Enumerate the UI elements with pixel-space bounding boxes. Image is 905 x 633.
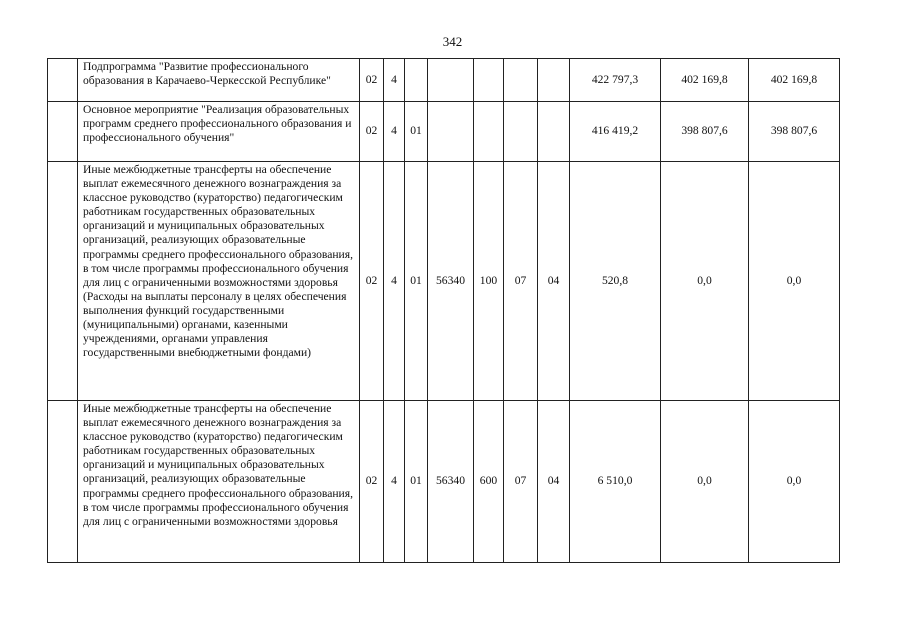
subprogram-code-cell: 4	[384, 102, 405, 162]
section-cell: 07	[504, 162, 538, 401]
expense-type-cell	[474, 59, 504, 102]
amount-year2-cell: 0,0	[661, 162, 749, 401]
expense-type-cell: 100	[474, 162, 504, 401]
amount-year3-cell: 0,0	[749, 162, 840, 401]
amount-year3-cell: 0,0	[749, 401, 840, 563]
amount-year3-cell: 402 169,8	[749, 59, 840, 102]
direction-code-cell: 56340	[428, 162, 474, 401]
description-cell: Иные межбюджетные трансферты на обеспечение выплат ежемесячного денежного вознаграждения за классное руководство (кураторство) педагогическим работникам государственных образовательных организаций и муниципальных образовательных организаций, реализующих образовательные программы среднего профессионального образования, в том числе программы профессионального обучения для лиц с ограниченными возможностями здоровья	[78, 401, 360, 563]
section-cell	[504, 59, 538, 102]
direction-code-cell: 56340	[428, 401, 474, 563]
amount-year2-cell: 398 807,6	[661, 102, 749, 162]
section-cell	[504, 102, 538, 162]
subprogram-code-cell: 4	[384, 401, 405, 563]
amount-year1-cell: 416 419,2	[570, 102, 661, 162]
subsection-cell: 04	[538, 162, 570, 401]
subsection-cell: 04	[538, 401, 570, 563]
budget-table	[47, 58, 840, 563]
row-number-cell	[48, 102, 78, 162]
table-row	[48, 162, 840, 401]
amount-year3-cell: 398 807,6	[749, 102, 840, 162]
description-cell: Основное мероприятие "Реализация образовательных программ среднего профессионального образования и профессионального обучения"	[78, 102, 360, 162]
section-cell: 07	[504, 401, 538, 563]
row-number-cell	[48, 162, 78, 401]
activity-code-cell	[405, 59, 428, 102]
amount-year1-cell: 6 510,0	[570, 401, 661, 563]
amount-year2-cell: 0,0	[661, 401, 749, 563]
activity-code-cell: 01	[405, 162, 428, 401]
subprogram-code-cell: 4	[384, 162, 405, 401]
subsection-cell	[538, 59, 570, 102]
activity-code-cell: 01	[405, 401, 428, 563]
expense-type-cell: 600	[474, 401, 504, 563]
amount-year1-cell: 422 797,3	[570, 59, 661, 102]
table-row	[48, 102, 840, 162]
subprogram-code-cell: 4	[384, 59, 405, 102]
program-code-cell: 02	[360, 401, 384, 563]
subsection-cell	[538, 102, 570, 162]
table-row	[48, 59, 840, 102]
expense-type-cell	[474, 102, 504, 162]
row-number-cell	[48, 401, 78, 563]
program-code-cell: 02	[360, 102, 384, 162]
description-cell: Подпрограмма "Развитие профессионального образования в Карачаево-Черкесской Республике"	[78, 59, 360, 102]
row-number-cell	[48, 59, 78, 102]
direction-code-cell	[428, 102, 474, 162]
direction-code-cell	[428, 59, 474, 102]
table-row	[48, 401, 840, 563]
amount-year1-cell: 520,8	[570, 162, 661, 401]
page-number: 342	[442, 34, 463, 49]
description-cell: Иные межбюджетные трансферты на обеспечение выплат ежемесячного денежного вознаграждения за классное руководство (кураторство) педагогическим работникам государственных образовательных организаций и муниципальных образовательных организаций, реализующих образовательные программы среднего профессионального образования, в том числе программы профессионального обучения для лиц с ограниченными возможностями здоровья (Расходы на выплаты персоналу в целях обеспечения выполнения функций государственными (муниципальными) органами, казенными учреждениями, органами управления государственными внебюджетными фондами)	[78, 162, 360, 401]
activity-code-cell: 01	[405, 102, 428, 162]
amount-year2-cell: 402 169,8	[661, 59, 749, 102]
program-code-cell: 02	[360, 59, 384, 102]
program-code-cell: 02	[360, 162, 384, 401]
